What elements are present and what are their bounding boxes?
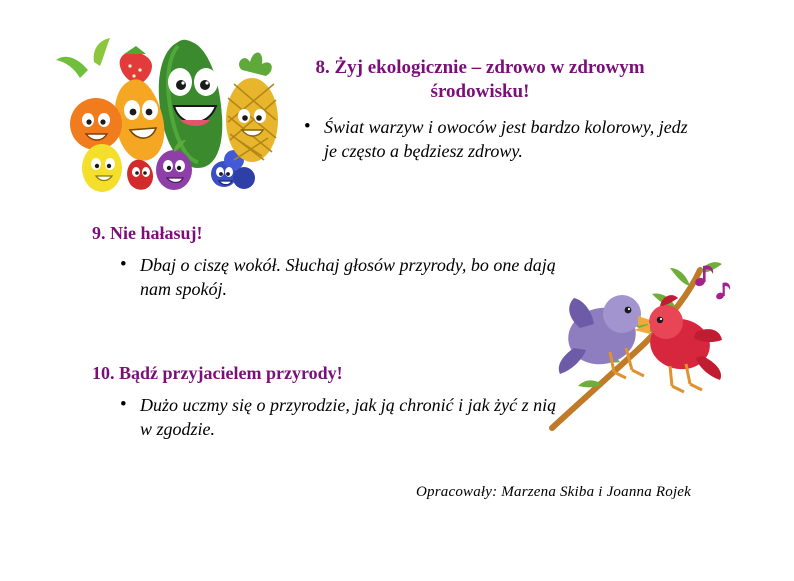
fruits-and-vegetables-icon [28, 28, 278, 193]
singing-birds-icon [540, 252, 740, 442]
section-9-heading: 9. Nie hałasuj! [92, 223, 203, 243]
list-item: • Świat warzyw i owoców jest bardzo kolorowy, jedz je często a będziesz zdrowy. [298, 115, 690, 163]
section-8-heading: 8. Żyj ekologicznie – zdrowo w zdrowym środowisku! [315, 57, 645, 103]
list-item: • Dbaj o ciszę wokół. Słuchaj głosów przyrody, bo one dają nam spokój. [114, 253, 562, 301]
section-10 [92, 362, 562, 441]
section-8 [0, 18, 794, 188]
list-item: • Dużo uczmy się o przyrodzie, jak ją chronić i jak żyć z nią w zgodzie. [114, 393, 562, 441]
section-10-heading: 10. Bądź przyjacielem przyrody! [92, 363, 343, 383]
section-10-bullet-list [114, 393, 562, 441]
section-8-bullet-list [298, 115, 690, 163]
section-9-bullet-list [114, 253, 562, 301]
section-9 [92, 222, 562, 301]
credit-line: Opracowały: Marzena Skiba i Joanna Rojek [416, 484, 692, 500]
section-8-text [270, 56, 690, 163]
